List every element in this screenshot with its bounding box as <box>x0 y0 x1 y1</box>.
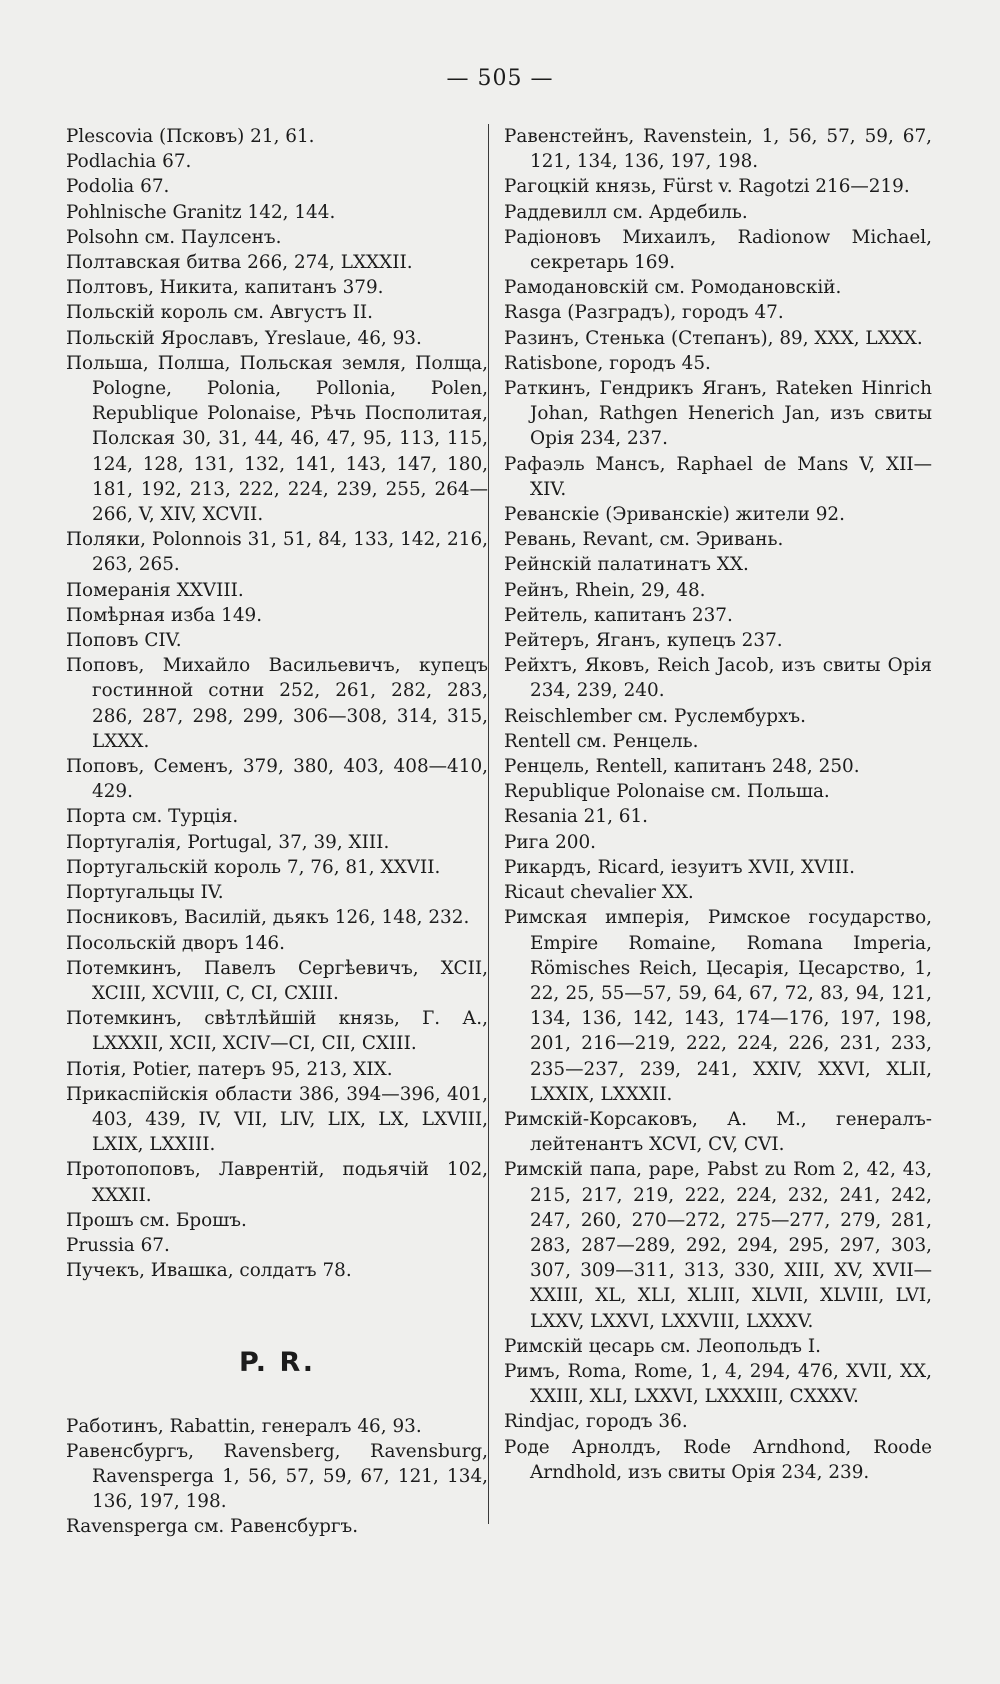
index-entry: Пучекъ, Ивашка, солдатъ 78. <box>66 1260 352 1282</box>
index-entry: Рейнскій палатинатъ XX. <box>504 554 749 576</box>
index-entry: Рейхтъ, Яковъ, Reich Jacob, изъ свиты Орія 234, 239, 240. <box>504 655 932 702</box>
column-divider <box>488 124 489 1524</box>
index-entry: Прошъ см. Брошъ. <box>66 1209 247 1231</box>
left-entries-r <box>66 1414 488 1540</box>
index-entry: Померанія XXVIII. <box>66 579 244 601</box>
index-entry: Римскій-Корсаковъ, А. М., генералъ-лейтенантъ XCVI, CV, CVI. <box>504 1108 932 1156</box>
index-entry: Polsohn см. Паулсенъ. <box>66 226 282 248</box>
index-entry: Полтовъ, Никита, капитанъ 379. <box>66 277 384 299</box>
index-entry: Потія, Potier, патеръ 95, 213, XIX. <box>66 1058 393 1080</box>
index-entry: Посольскій дворъ 146. <box>66 932 285 954</box>
index-entry: Римскій цесарь см. Леопольдъ I. <box>504 1335 821 1357</box>
index-entry: Поповъ CIV. <box>66 630 182 652</box>
index-entry: Рикардъ, Ricard, іезуитъ XVII, XVIII. <box>504 856 856 878</box>
index-entry: Посниковъ, Василій, дьякъ 126, 148, 232. <box>66 907 470 929</box>
index-entry: Resania 21, 61. <box>504 806 649 828</box>
index-entry: Reischlember см. Руслембурхъ. <box>504 705 806 727</box>
index-entry: Рига 200. <box>504 831 597 853</box>
index-entry: Радіоновъ Михаилъ, Radionow Michael, секретарь 169. <box>504 226 932 274</box>
index-entry: Рагоцкій князь, Fürst v. Ragotzi 216—219. <box>504 176 910 198</box>
index-entry: Раддевилл см. Ардебиль. <box>504 201 748 223</box>
section-heading: P. R. <box>238 1347 316 1379</box>
index-entry: Равенстейнъ, Ravenstein, 1, 56, 57, 59, 67, 121, 134, 136, 197, 198. <box>504 126 932 173</box>
index-entry: Помѣрная изба 149. <box>66 604 263 626</box>
index-entry: Потемкинъ, Павелъ Сергѣевичъ, XCII, XCIII, XCVIII, C, CI, CXIII. <box>66 957 488 1004</box>
index-entry: Полтавская битва 266, 274, LXXXII. <box>66 252 413 274</box>
index-entry: Португальцы IV. <box>66 882 224 904</box>
index-entry: Rindjac, городъ 36. <box>504 1411 688 1433</box>
index-entry: Рейтель, капитанъ 237. <box>504 604 733 626</box>
index-entry: Польскій король см. Августъ II. <box>66 302 373 324</box>
index-entry: Римъ, Roma, Rome, 1, 4, 294, 476, XVII, XX, XXIII, XLI, LXXVI, LXXXIII, CXXXV. <box>504 1360 932 1408</box>
index-entry: Португалія, Portugal, 37, 39, XIII. <box>66 831 390 853</box>
index-entry: Порта см. Турція. <box>66 806 239 828</box>
index-entry: Ревань, Revant, см. Эривань. <box>504 529 784 551</box>
index-entry: Rentell см. Ренцель. <box>504 730 699 752</box>
index-entry: Поповъ, Семенъ, 379, 380, 403, 408—410, 429. <box>66 756 488 803</box>
index-entry: Republique Polonaise см. Польша. <box>504 781 830 803</box>
index-entry: Podlachia 67. <box>66 151 192 173</box>
right-entries <box>504 124 932 1485</box>
index-entry: Потемкинъ, свѣтлѣйшій князь, Г. А., LXXXII, XCII, XCIV—CI, CII, CXIII. <box>66 1008 488 1055</box>
index-entry: Рафаэль Мансъ, Raphael de Mans V, XII—XIV. <box>504 453 932 500</box>
index-entry: Ренцель, Rentell, капитанъ 248, 250. <box>504 756 860 778</box>
index-entry: Ricaut chevalier XX. <box>504 882 694 904</box>
left-column <box>66 124 488 1540</box>
index-entry: Рейнъ, Rhein, 29, 48. <box>504 579 706 601</box>
index-entry: Prussia 67. <box>66 1234 170 1256</box>
index-entry: Работинъ, Rabattin, генералъ 46, 93. <box>66 1415 422 1437</box>
index-entry: Рамодановскій см. Ромодановскій. <box>504 277 842 299</box>
index-entry: Равенсбургъ, Ravensberg, Ravensburg, Ravensperga 1, 56, 57, 59, 67, 121, 134, 136, 197, 198. <box>66 1440 488 1513</box>
index-entry: Podolia 67. <box>66 176 170 198</box>
index-entry: Поляки, Polonnois 31, 51, 84, 133, 142, 216, 263, 265. <box>66 529 488 576</box>
right-column <box>504 124 932 1485</box>
index-entry: Рейтеръ, Яганъ, купецъ 237. <box>504 630 783 652</box>
left-entries-p <box>66 124 488 1283</box>
index-entry: Роде Арнолдъ, Rode Arndhond, Roode Arndhold, изъ свиты Орія 234, 239. <box>504 1436 932 1483</box>
index-entry: Ravensperga см. Равенсбургъ. <box>66 1516 359 1538</box>
index-entry: Польша, Полша, Польская земля, Полща, Pologne, Polonia, Pollonia, Polen, Republique Polonaise, Рѣчь Посполитая, Полская 30, 31, 44, 46, 47, 95, 113, 115, 124, 128, 131, 132, 141, 143, 147, 180, 181, 192, 213, 222, 224, 239, 255, 264—266, V, XIV, XCVII. <box>66 352 488 526</box>
index-entry: Португальскій король 7, 76, 81, XXVII. <box>66 856 441 878</box>
index-entry: Разинъ, Стенька (Степанъ), 89, XXX, LXXX. <box>504 327 923 349</box>
index-entry: Польскій Ярославъ, Yreslaue, 46, 93. <box>66 327 422 349</box>
index-entry: Поповъ, Михайло Васильевичъ, купецъ гостинной сотни 252, 261, 282, 283, 286, 287, 298, 299, 306—308, 314, 315, LXXX. <box>66 655 488 752</box>
page-number: — 505 — <box>446 66 554 91</box>
index-entry: Реванскіе (Эриванскіе) жители 92. <box>504 504 845 526</box>
index-entry: Римскій папа, pape, Pabst zu Rom 2, 42, 43, 215, 217, 219, 222, 224, 232, 241, 242, 247, 260, 270—272, 275—277, 279, 281, 283, 287—289, 292, 294, 295, 297, 303, 307, 309—311, 313, 330, XIII, XV, XVII—XXIII, XL, XLI, XLIII, XLVII, XLVIII, LVI, LXXV, LXXVI, LXXVIII, LXXXV. <box>504 1159 932 1332</box>
index-entry: Pohlnische Granitz 142, 144. <box>66 201 336 223</box>
index-entry: Прикаспійскія области 386, 394—396, 401, 403, 439, IV, VII, LIV, LIX, LX, LXVIII, LXIX, LXXIII. <box>66 1083 488 1156</box>
index-entry: Ratisbone, городъ 45. <box>504 352 711 374</box>
index-entry: Plescovia (Псковъ) 21, 61. <box>66 126 315 147</box>
index-entry: Протопоповъ, Лаврентій, подьячій 102, XXXII. <box>66 1159 488 1206</box>
index-entry: Rasga (Разградъ), городъ 47. <box>504 302 784 324</box>
index-entry: Раткинъ, Гендрикъ Яганъ, Rateken Hinrich Johan, Rathgen Henerich Jan, изъ свиты Орія 234, 237. <box>504 378 932 450</box>
index-entry: Римская имперія, Римское государство, Empire Romaine, Romana Imperia, Römisches Reich, Цесарія, Цесарство, 1, 22, 25, 55—57, 59, 64, 67, 72, 83, 94, 121, 134, 136, 142, 143, 174—176, 197, 198, 201, 216—219, 222, 224, 226, 231, 233, 235—237, 239, 241, XXIV, XXVI, XLII, LXXIX, LXXXII. <box>504 907 932 1105</box>
